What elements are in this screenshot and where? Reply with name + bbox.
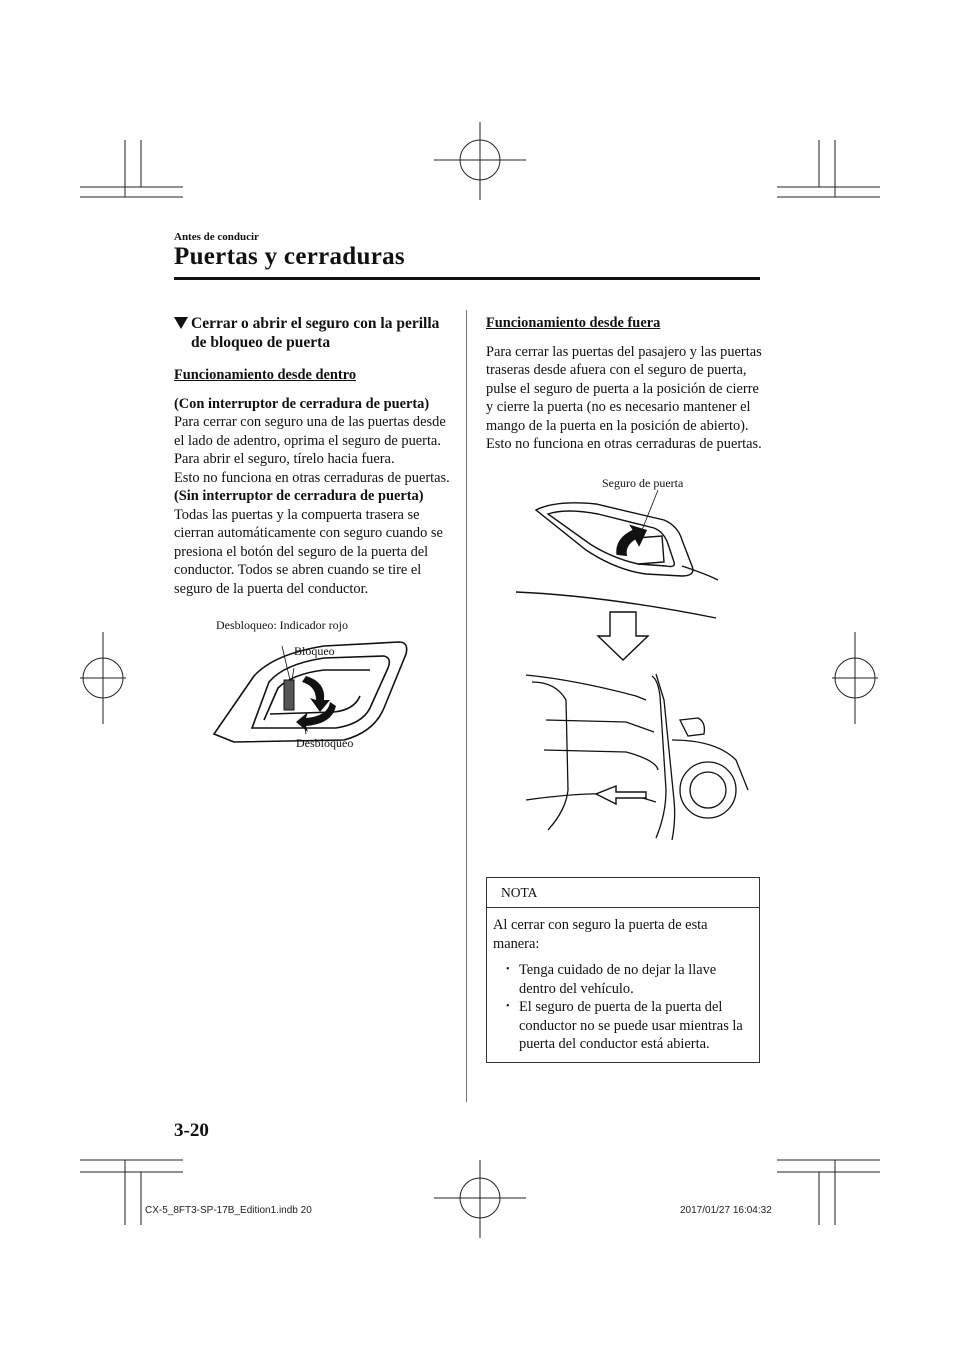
right-column <box>486 314 762 840</box>
inside-operation-subheading: Funcionamiento desde dentro <box>174 367 357 383</box>
title-divider <box>174 277 760 280</box>
with-switch-text-2: Para abrir el seguro, tírelo hacia fuera. <box>174 451 395 467</box>
without-switch-title: (Sin interruptor de cerradura de puerta) <box>174 488 424 504</box>
note-intro: Al cerrar con seguro la puerta de esta manera: <box>493 917 708 952</box>
label-unlock-red-indicator: Desbloqueo: Indicador rojo <box>216 618 348 632</box>
outside-operation-text-2: Esto no funciona en otras cerraduras de puertas. <box>486 436 762 452</box>
inside-lock-figure <box>174 616 450 766</box>
with-switch-title: (Con interruptor de cerradura de puerta) <box>174 395 430 412</box>
note-box <box>486 877 760 1063</box>
footer-timestamp: 2017/01/27 16:04:32 <box>680 1205 772 1216</box>
footer-file: CX-5_8FT3-SP-17B_Edition1.indb 20 <box>145 1205 312 1216</box>
with-switch-text-3: Esto no funciona en otras cerraduras de puertas. <box>174 469 450 486</box>
label-lock: Bloqueo <box>294 644 335 658</box>
door-lock-illustration <box>486 470 762 840</box>
page-title: Puertas y cerraduras <box>174 243 405 270</box>
outside-operation-text: Para cerrar las puertas del pasajero y las puertas traseras desde afuera con el seguro de puerta, pulse el seguro de puerta a la posición de cierre y cierre la puerta (no es necesario mantener el mango de la puerta en la posición de abierto). <box>486 343 762 434</box>
note-item: • El seguro de puerta de la puerta del conductor no se puede usar mientras la puerta del conductor está abierta. <box>493 998 753 1054</box>
note-body <box>487 908 759 1054</box>
section-heading-text: Cerrar o abrir el seguro con la perilla de bloqueo de puerta <box>191 315 440 351</box>
outside-lock-figure <box>486 470 762 840</box>
label-unlock: Desbloqueo <box>296 736 354 750</box>
note-list <box>493 961 753 1054</box>
without-switch-text: Todas las puertas y la compuerta trasera se cierran automáticamente con seguro cuando se presiona el botón del seguro de la puerta del conductor. Todos se abren cuando se tire el seguro de la puerta del conductor. <box>174 506 443 597</box>
outside-operation-subheading: Funcionamiento desde fuera <box>486 315 661 331</box>
section-heading <box>174 314 450 352</box>
triangle-bullet-icon <box>174 317 188 329</box>
page-number: 3-20 <box>174 1120 209 1141</box>
note-item: • Tenga cuidado de no dejar la llave dentro del vehículo. <box>493 961 753 998</box>
label-door-lock: Seguro de puerta <box>602 475 684 490</box>
left-column <box>174 314 450 766</box>
with-switch-text: Para cerrar con seguro una de las puertas desde el lado de adentro, oprima el seguro de puerta. <box>174 414 446 449</box>
section-name: Antes de conducir <box>174 231 259 243</box>
note-title: NOTA <box>487 878 759 908</box>
column-divider <box>466 310 467 1102</box>
